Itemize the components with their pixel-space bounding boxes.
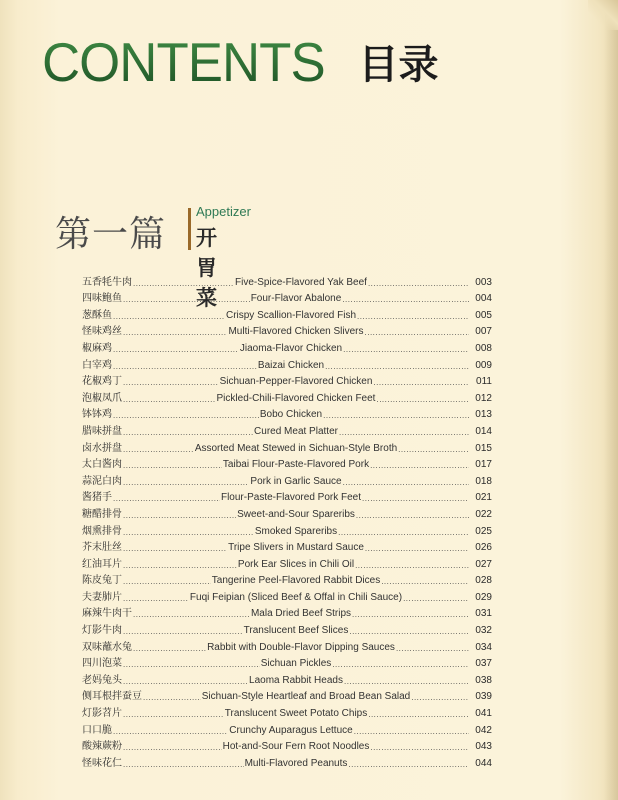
leader-dots: [362, 494, 469, 503]
leader-dots: [123, 594, 189, 603]
page-number: 044: [475, 757, 492, 769]
leader-dots: [368, 279, 469, 288]
dish-name-en: Smoked Spareribs: [254, 525, 338, 537]
leader-dots: [343, 478, 469, 487]
dish-name-cn: 烟熏排骨: [82, 525, 122, 537]
toc-entry[interactable]: [82, 752, 492, 769]
leader-dots: [113, 411, 259, 420]
page-number: 043: [475, 741, 492, 753]
dish-name-cn: 椒麻鸡: [82, 342, 112, 354]
dish-name-en: Translucent Beef Slices: [243, 625, 349, 637]
dish-name-en: Cured Meat Platter: [254, 425, 338, 437]
dish-name-en: Mala Dried Beef Strips: [250, 608, 352, 620]
leader-dots: [123, 478, 249, 487]
leader-dots: [123, 328, 227, 337]
toc-entry[interactable]: [82, 288, 492, 305]
leader-dots: [344, 677, 469, 686]
dish-name-en: Multi-Flavored Chicken Slivers: [228, 326, 364, 338]
leader-dots: [133, 279, 234, 288]
leader-dots: [348, 760, 469, 769]
dish-name-cn: 泡椒凤爪: [82, 392, 122, 404]
chapter-number: 第一篇: [55, 214, 167, 255]
dish-name-en: Laoma Rabbit Heads: [249, 674, 343, 686]
contents-title-cn: 目录: [358, 42, 439, 88]
dish-name-en: Bobo Chicken: [259, 409, 323, 421]
page-number: 027: [475, 558, 492, 570]
page-number: 008: [475, 342, 492, 354]
dish-name-cn: 蒜泥白肉: [82, 475, 122, 487]
dish-name-en: Tripe Slivers in Mustard Sauce: [228, 542, 364, 554]
dish-name-en: Sichuan-Pepper-Flavored Chicken: [219, 376, 373, 388]
leader-dots: [381, 577, 469, 586]
page-number: 034: [475, 641, 492, 653]
leader-dots: [411, 693, 469, 702]
leader-dots: [143, 693, 201, 702]
leader-dots: [123, 295, 250, 304]
page-edge-shadow: [604, 0, 618, 800]
chapter-divider: [188, 208, 191, 250]
leader-dots: [123, 627, 243, 636]
toc-entry[interactable]: [82, 702, 492, 719]
toc-entry[interactable]: [82, 537, 492, 554]
dish-name-cn: 灯影牛肉: [82, 625, 122, 637]
leader-dots: [123, 445, 194, 454]
page-number: 032: [475, 625, 492, 637]
toc-entry[interactable]: [82, 603, 492, 620]
toc-entry[interactable]: [82, 321, 492, 338]
toc-entry[interactable]: [82, 420, 492, 437]
page-number: 007: [475, 326, 492, 338]
dish-name-en: Pork in Garlic Sauce: [250, 475, 342, 487]
dish-name-en: Taibai Flour-Paste-Flavored Pork: [222, 459, 370, 471]
dish-name-en: Flour-Paste-Flavored Pork Feet: [220, 492, 362, 504]
dish-name-cn: 花椒鸡丁: [82, 376, 122, 388]
dish-name-cn: 侧耳根拌蚕豆: [82, 691, 142, 703]
leader-dots: [123, 511, 236, 520]
dish-name-cn: 红油耳片: [82, 558, 122, 570]
leader-dots: [123, 660, 260, 669]
page-number: 015: [475, 442, 492, 454]
leader-dots: [349, 627, 469, 636]
page-number: 026: [475, 542, 492, 554]
dish-name-en: Hot-and-Sour Fern Root Noodles: [222, 741, 370, 753]
leader-dots: [123, 428, 253, 437]
leader-dots: [323, 411, 469, 420]
dish-name-en: Sichuan-Style Heartleaf and Broad Bean Salad: [201, 691, 411, 703]
dish-name-en: Pickled-Chili-Flavored Chicken Feet: [216, 392, 376, 404]
leader-dots: [133, 610, 250, 619]
dish-name-en: Sichuan Pickles: [260, 658, 332, 670]
toc-entry[interactable]: [82, 736, 492, 753]
dish-name-cn: 老妈兔头: [82, 674, 122, 686]
dish-name-cn: 四味鲍鱼: [82, 293, 122, 305]
dish-name-cn: 四川泡菜: [82, 658, 122, 670]
dish-name-en: Crunchy Auparagus Lettuce: [229, 724, 353, 736]
page-number: 029: [475, 591, 492, 603]
page-number: 004: [475, 293, 492, 305]
leader-dots: [123, 544, 227, 553]
toc-entry[interactable]: [82, 271, 492, 288]
toc-entry[interactable]: [82, 354, 492, 371]
leader-dots: [352, 610, 469, 619]
toc-entry[interactable]: [82, 619, 492, 636]
leader-dots: [356, 511, 469, 520]
dish-name-en: Jiaoma-Flavor Chicken: [239, 342, 343, 354]
leader-dots: [123, 378, 219, 387]
page-number: 022: [475, 508, 492, 520]
dish-name-en: Assorted Meat Stewed in Sichuan-Style Broth: [194, 442, 398, 454]
leader-dots: [325, 362, 469, 371]
page-number: 041: [475, 708, 492, 720]
page-number: 009: [475, 359, 492, 371]
page-number: 003: [475, 276, 492, 288]
leader-dots: [123, 743, 222, 752]
dish-name-en: Pork Ear Slices in Chili Oil: [237, 558, 355, 570]
page-number: 042: [475, 724, 492, 736]
toc-entry[interactable]: [82, 304, 492, 321]
page-number: 014: [475, 425, 492, 437]
leader-dots: [113, 312, 225, 321]
leader-dots: [354, 727, 469, 736]
page-number: 021: [475, 492, 492, 504]
page-number: 028: [475, 575, 492, 587]
dish-name-en: Fuqi Feipian (Sliced Beef & Offal in Chili Sauce): [189, 591, 403, 603]
toc-entry[interactable]: [82, 470, 492, 487]
dish-name-cn: 怪味鸡丝: [82, 326, 122, 338]
dish-name-cn: 葱酥鱼: [82, 309, 112, 321]
dish-name-cn: 双味蘸水兔: [82, 641, 132, 653]
dish-name-cn: 五香牦牛肉: [82, 276, 132, 288]
leader-dots: [113, 345, 239, 354]
leader-dots: [357, 312, 469, 321]
page-number: 005: [475, 309, 492, 321]
toc-entry[interactable]: [82, 437, 492, 454]
dish-name-en: Baizai Chicken: [257, 359, 325, 371]
dish-name-cn: 夫妻肺片: [82, 591, 122, 603]
contents-header: [42, 30, 439, 93]
page-number: 037: [475, 658, 492, 670]
page-number: 012: [475, 392, 492, 404]
leader-dots: [342, 295, 469, 304]
toc-entry[interactable]: [82, 686, 492, 703]
dish-name-cn: 钵钵鸡: [82, 409, 112, 421]
page-number: 025: [475, 525, 492, 537]
dish-name-cn: 芥末肚丝: [82, 542, 122, 554]
leader-dots: [113, 727, 228, 736]
dish-name-cn: 麻辣牛肉干: [82, 608, 132, 620]
leader-dots: [403, 594, 469, 603]
page-number: 031: [475, 608, 492, 620]
leader-dots: [355, 561, 469, 570]
leader-dots: [123, 677, 248, 686]
dish-name-cn: 陈皮兔丁: [82, 575, 122, 587]
toc-entry[interactable]: [82, 669, 492, 686]
dish-name-en: Five-Spice-Flavored Yak Beef: [235, 276, 367, 288]
leader-dots: [398, 445, 469, 454]
dish-name-cn: 腊味拼盘: [82, 425, 122, 437]
leader-dots: [338, 528, 469, 537]
leader-dots: [365, 544, 469, 553]
dish-name-cn: 怪味花仁: [82, 757, 122, 769]
toc-entry[interactable]: [82, 487, 492, 504]
dish-name-cn: 酸辣蕨粉: [82, 741, 122, 753]
dish-name-en: Crispy Scallion-Flavored Fish: [225, 309, 357, 321]
dish-name-cn: 口口脆: [82, 724, 112, 736]
contents-title-en: CONTENTS: [42, 31, 325, 93]
leader-dots: [123, 528, 254, 537]
toc-entry[interactable]: [82, 503, 492, 520]
dish-name-en: Translucent Sweet Potato Chips: [224, 708, 368, 720]
toc-entry[interactable]: [82, 454, 492, 471]
dish-name-en: Multi-Flavored Peanuts: [244, 757, 348, 769]
toc-entry[interactable]: [82, 520, 492, 537]
leader-dots: [339, 428, 469, 437]
toc-entry[interactable]: [82, 653, 492, 670]
dish-name-cn: 白宰鸡: [82, 359, 112, 371]
dish-name-cn: 酱猪手: [82, 492, 112, 504]
page-number: 011: [476, 376, 492, 388]
toc-entry[interactable]: [82, 570, 492, 587]
leader-dots: [373, 378, 469, 387]
dish-name-en: Four-Flavor Abalone: [250, 293, 342, 305]
dish-name-cn: 灯影苕片: [82, 708, 122, 720]
dish-name-en: Tangerine Peel-Flavored Rabbit Dices: [211, 575, 381, 587]
leader-dots: [396, 644, 469, 653]
page-number: 038: [475, 674, 492, 686]
leader-dots: [113, 494, 220, 503]
toc-entry[interactable]: [82, 404, 492, 421]
toc-entry[interactable]: [82, 371, 492, 388]
leader-dots: [365, 328, 469, 337]
leader-dots: [376, 395, 469, 404]
leader-dots: [123, 561, 237, 570]
dish-name-cn: 卤水拼盘: [82, 442, 122, 454]
chapter-title-en: Appetizer: [196, 204, 251, 219]
dish-name-en: Sweet-and-Sour Spareribs: [237, 508, 355, 520]
leader-dots: [123, 395, 216, 404]
dish-name-en: Rabbit with Double-Flavor Dipping Sauces: [207, 641, 395, 653]
toc-entry[interactable]: [82, 337, 492, 354]
leader-dots: [343, 345, 469, 354]
dish-name-cn: 糖醋排骨: [82, 508, 122, 520]
page-number: 013: [475, 409, 492, 421]
chapter-title-cn: 开胃菜: [196, 225, 218, 310]
leader-dots: [370, 743, 469, 752]
page-number: 017: [475, 459, 492, 471]
table-of-contents: [82, 271, 492, 769]
leader-dots: [368, 710, 469, 719]
toc-entry[interactable]: [82, 636, 492, 653]
page-number: 018: [475, 475, 492, 487]
leader-dots: [133, 644, 206, 653]
leader-dots: [123, 760, 244, 769]
toc-entry[interactable]: [82, 387, 492, 404]
leader-dots: [113, 362, 257, 371]
toc-entry[interactable]: [82, 719, 492, 736]
leader-dots: [332, 660, 469, 669]
leader-dots: [123, 577, 211, 586]
dish-name-cn: 太白酱肉: [82, 459, 122, 471]
leader-dots: [370, 461, 469, 470]
toc-entry[interactable]: [82, 553, 492, 570]
page-number: 039: [475, 691, 492, 703]
page-corner-curl: [588, 0, 618, 30]
leader-dots: [123, 710, 224, 719]
leader-dots: [123, 461, 222, 470]
toc-entry[interactable]: [82, 586, 492, 603]
